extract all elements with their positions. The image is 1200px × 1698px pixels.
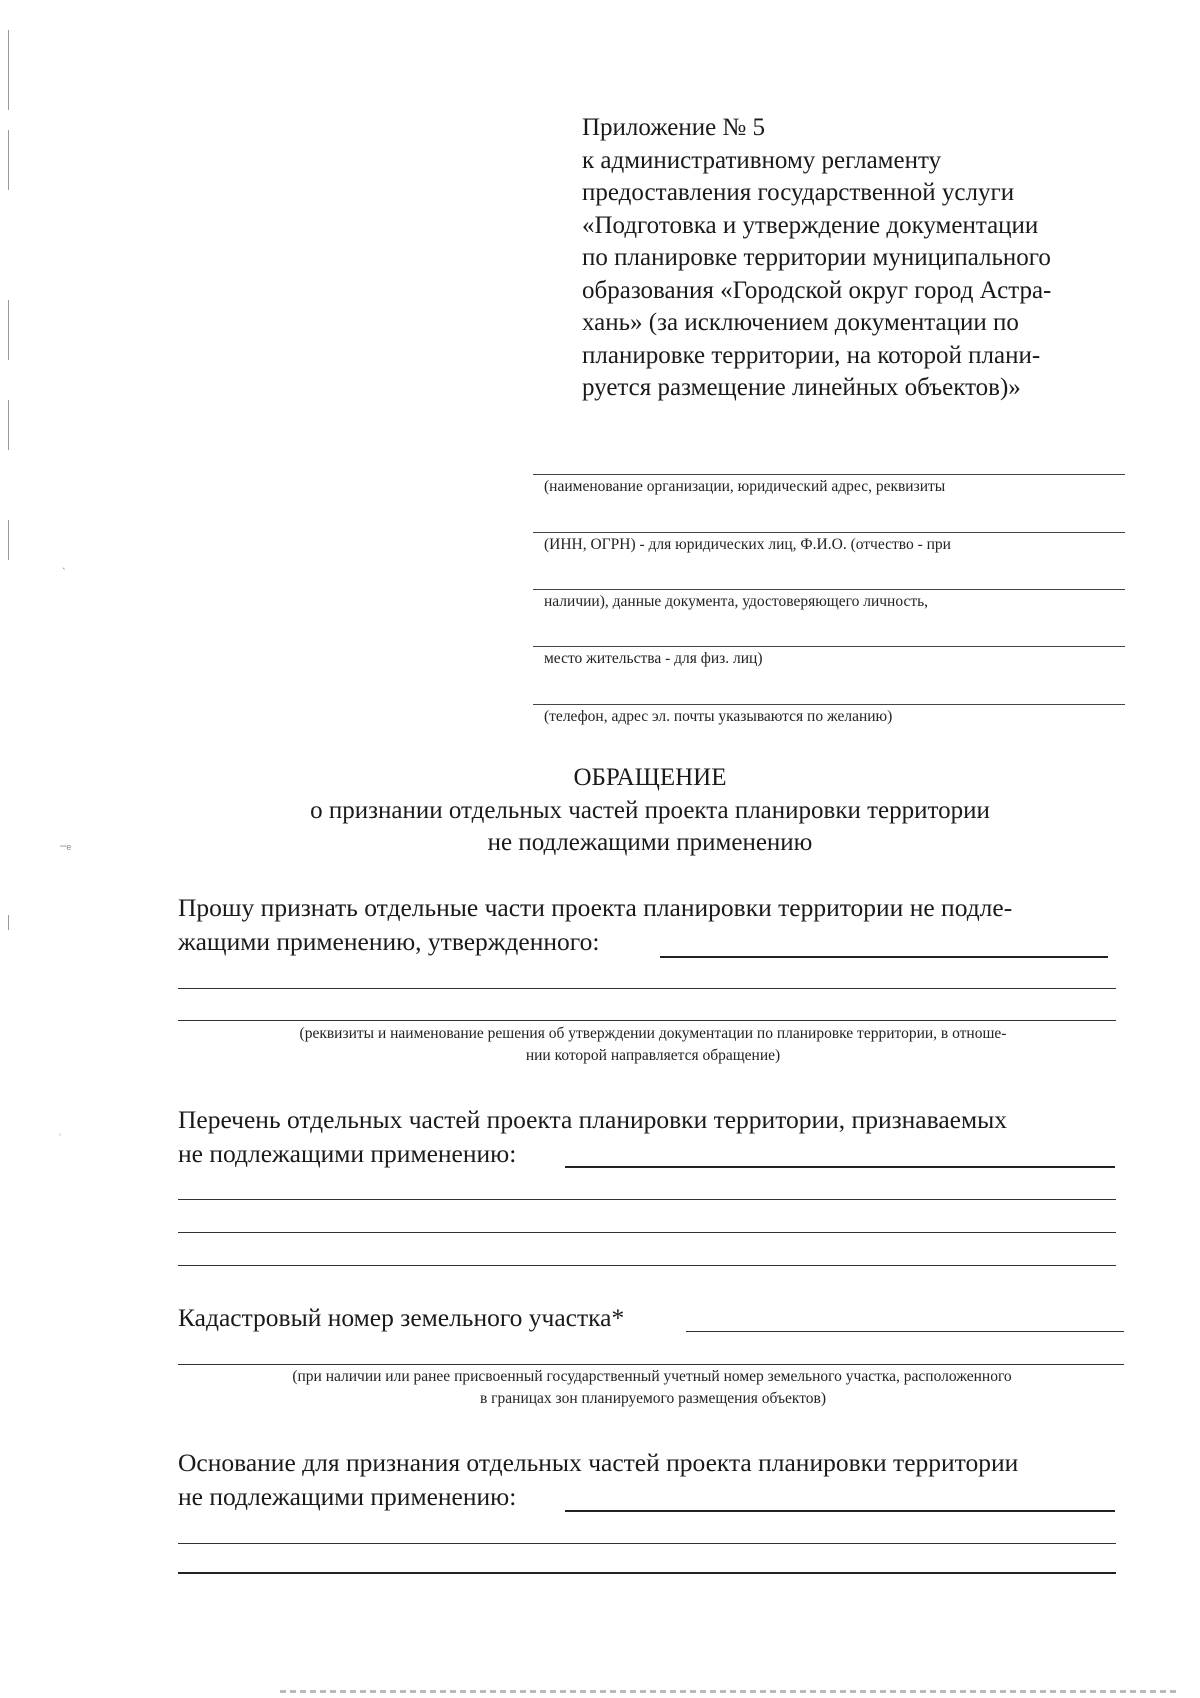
- cadastral-number-field[interactable]: [686, 1331, 1124, 1332]
- requisites-caption: (телефон, адрес эл. почты указываются по желанию): [544, 708, 893, 725]
- scan-artifact: [280, 1690, 1180, 1693]
- appendix-header: [582, 112, 1122, 405]
- scan-artifact: [8, 300, 9, 360]
- requisites-caption: наличии), данные документа, удостоверяющего личность,: [544, 593, 929, 610]
- applicant-field-line[interactable]: [533, 532, 1125, 533]
- scan-artifact: [8, 400, 9, 450]
- document-subtitle: о признании отдельных частей проекта планировки территории: [310, 797, 990, 824]
- grounds-field[interactable]: [565, 1510, 1115, 1512]
- grounds-field[interactable]: [178, 1543, 1116, 1544]
- cadastral-number-label: Кадастровый номер земельного участка*: [178, 1303, 625, 1332]
- approved-decision-field[interactable]: [660, 956, 1108, 958]
- scan-artifact: ˒: [58, 1125, 62, 1139]
- decision-caption: (реквизиты и наименование решения об утверждении документации по планировке территории, в отноше-: [299, 1025, 1007, 1042]
- requisites-caption: (ИНН, ОГРН) - для юридических лиц, Ф.И.О. (отчество - при: [544, 536, 951, 553]
- parts-list-field[interactable]: [178, 1199, 1116, 1200]
- appendix-line: к административному регламенту: [582, 146, 942, 174]
- parts-list-field[interactable]: [178, 1265, 1116, 1266]
- appendix-line: «Подготовка и утверждение документации: [582, 211, 1039, 239]
- document-subtitle: не подлежащими применению: [487, 829, 813, 856]
- requisites-caption: (наименование организации, юридический адрес, реквизиты: [544, 478, 946, 495]
- appendix-line: Приложение № 5: [582, 114, 766, 141]
- approved-decision-field[interactable]: [178, 1020, 1116, 1021]
- cadastral-number-field[interactable]: [178, 1364, 1124, 1365]
- request-text: жащими применению, утвержденного:: [178, 927, 600, 956]
- cadastral-caption: (при наличии или ранее присвоенный государственный учетный номер земельного участка, расположенного: [292, 1368, 1012, 1385]
- grounds-field[interactable]: [178, 1572, 1116, 1574]
- scan-artifact: ˎ: [62, 556, 66, 570]
- appendix-line: предоставления государственной услуги: [582, 179, 1015, 206]
- approved-decision-field[interactable]: [178, 988, 1116, 989]
- applicant-field-line[interactable]: [533, 474, 1125, 475]
- applicant-field-line[interactable]: [533, 704, 1125, 705]
- appendix-line: по планировке территории муниципального: [582, 244, 1051, 271]
- applicant-field-line[interactable]: [533, 589, 1125, 590]
- appendix-line: образования «Городской округ город Астра-: [582, 276, 1052, 304]
- grounds-label: Основание для признания отдельных частей проекта планировки территории: [178, 1448, 1019, 1477]
- cadastral-caption: в границах зон планируемого размещения объектов): [479, 1390, 827, 1407]
- scan-artifact: [8, 915, 9, 930]
- request-text: Прошу признать отдельные части проекта планировки территории не подле-: [178, 893, 1013, 922]
- applicant-field-line[interactable]: [533, 646, 1125, 647]
- appendix-line: руется размещение линейных объектов)»: [582, 374, 1021, 401]
- scan-artifact: [8, 130, 9, 190]
- scan-artifact: [8, 520, 9, 560]
- decision-caption: нии которой направляется обращение): [525, 1047, 781, 1064]
- appendix-line: хань» (за исключением документации по: [582, 309, 1019, 336]
- scan-artifact: [8, 30, 9, 110]
- parts-list-label: Перечень отдельных частей проекта планировки территории, признаваемых: [178, 1105, 1007, 1134]
- appendix-line: планировке территории, на которой плани-: [582, 341, 1041, 369]
- requisites-caption: место жительства - для физ. лиц): [544, 650, 763, 667]
- document-title: ОБРАЩЕНИЕ: [573, 764, 727, 791]
- parts-list-field[interactable]: [178, 1232, 1116, 1233]
- parts-list-field[interactable]: [565, 1166, 1115, 1168]
- parts-list-label: не подлежащими применению:: [178, 1139, 517, 1168]
- scan-artifact: –ₑ: [60, 838, 72, 852]
- grounds-label: не подлежащими применению:: [178, 1482, 517, 1511]
